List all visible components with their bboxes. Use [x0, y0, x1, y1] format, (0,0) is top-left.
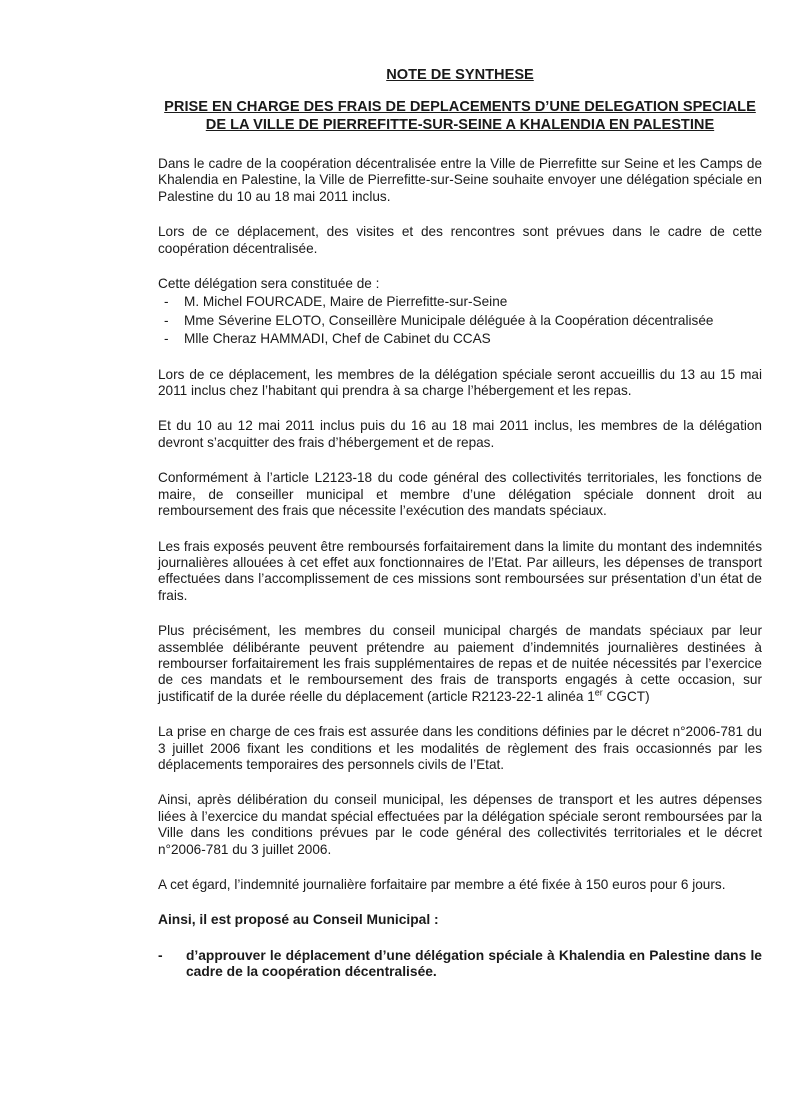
details-end: CGCT) [602, 688, 650, 704]
subtitle-line-2: DE LA VILLE DE PIERREFITTE-SUR-SEINE A KHALENDIA EN PALESTINE [205, 117, 715, 133]
proposal-heading: Ainsi, il est proposé au Conseil Municipal : [158, 912, 439, 928]
superscript: er [594, 687, 603, 698]
list-item: - M. Michel FOURCADE, Maire de Pierrefitte-sur-Seine [158, 294, 762, 310]
list-item: - Mme Séverine ELOTO, Conseillère Municipale déléguée à la Coopération décentralisée [158, 313, 762, 329]
delegation-members-list [158, 294, 762, 347]
paragraph-reimbursement: Les frais exposés peuvent être remboursés forfaitairement dans la limite du montant des indemnités journalières allouées à cet effet aux fonctionnaires de l’Etat. Par ailleurs, les dépenses de transport effectuées dans l’accomplissement de ces missions sont remboursées sur présentation d’un état de frais. [158, 538, 762, 603]
list-item: - Mlle Cheraz HAMMADI, Chef de Cabinet du CCAS [158, 331, 762, 347]
details-text: Plus précisément, les membres du conseil municipal chargés de mandats spéciaux par leur assemblée délibérante peuvent prétendre au paiement d’indemnités journalières destinées à rembourser forfaitairement les frais supplémentaires de repas et de nuitée nécessités par l’exercice de ces mandats et le remboursement des frais de transports engagés à cette occasion, sur justificatif de la durée réelle du déplacement (article R2123-22-1 alinéa 1 [158, 623, 762, 704]
paragraph-context: Dans le cadre de la coopération décentralisée entre la Ville de Pierrefitte sur Seine et les Camps de Khalendia en Palestine, la Ville de Pierrefitte-sur-Seine souhaite envoyer une délégation spéciale en Palestine du 10 au 18 mai 2011 inclus. [158, 156, 762, 204]
paragraph-visits: Lors de ce déplacement, des visites et des rencontres sont prévues dans le cadre de cette coopération décentralisée. [158, 224, 762, 256]
proposal-item-text: d’approuver le déplacement d’une délégation spéciale à Khalendia en Palestine dans le cadre de la coopération décentralisée. [186, 947, 762, 980]
subtitle-line-1: PRISE EN CHARGE DES FRAIS DE DEPLACEMENTS D’UNE DELEGATION SPECIALE [164, 99, 756, 115]
paragraph-details [158, 623, 762, 705]
paragraph-deliberation: Ainsi, après délibération du conseil municipal, les dépenses de transport et les autres dépenses liées à l’exercice du mandat spécial effectuées par la délégation spéciale seront remboursées par la Ville dans les conditions prévues par le code général des collectivités territoriales et le décret n°2006-781 du 3 juillet 2006. [158, 792, 762, 857]
document-title: NOTE DE SYNTHESE [386, 67, 534, 83]
proposal-item [158, 948, 762, 981]
paragraph-decree: La prise en charge de ces frais est assurée dans les conditions définies par le décret n°2006-781 du 3 juillet 2006 fixant les conditions et les modalités de règlement des frais occasionnés par les déplacements temporaires des personnels civils de l’Etat. [158, 724, 762, 772]
paragraph-hosting: Lors de ce déplacement, les membres de la délégation spéciale seront accueillis du 13 au 15 mai 2011 inclus chez l’habitant qui prendra à sa charge l’hébergement et les repas. [158, 366, 762, 399]
paragraph-legal-article: Conformément à l’article L2123-18 du code général des collectivités territoriales, les fonctions de maire, de conseiller municipal et membre d’une délégation spéciale donnent droit au remboursement des frais que nécessite l’exécution des mandats spéciaux. [158, 470, 762, 519]
paragraph-daily-allowance: A cet égard, l’indemnité journalière forfaitaire par membre a été fixée à 150 euros pour 6 jours. [158, 877, 726, 892]
document-subtitle [158, 98, 762, 134]
proposal-dash: - [158, 947, 163, 963]
paragraph-delegation-intro: Cette délégation sera constituée de : [158, 276, 380, 292]
paragraph-expenses: Et du 10 au 12 mai 2011 inclus puis du 16 au 18 mai 2011 inclus, les membres de la délégation devront s’acquitter des frais d’hébergement et de repas. [158, 418, 762, 450]
